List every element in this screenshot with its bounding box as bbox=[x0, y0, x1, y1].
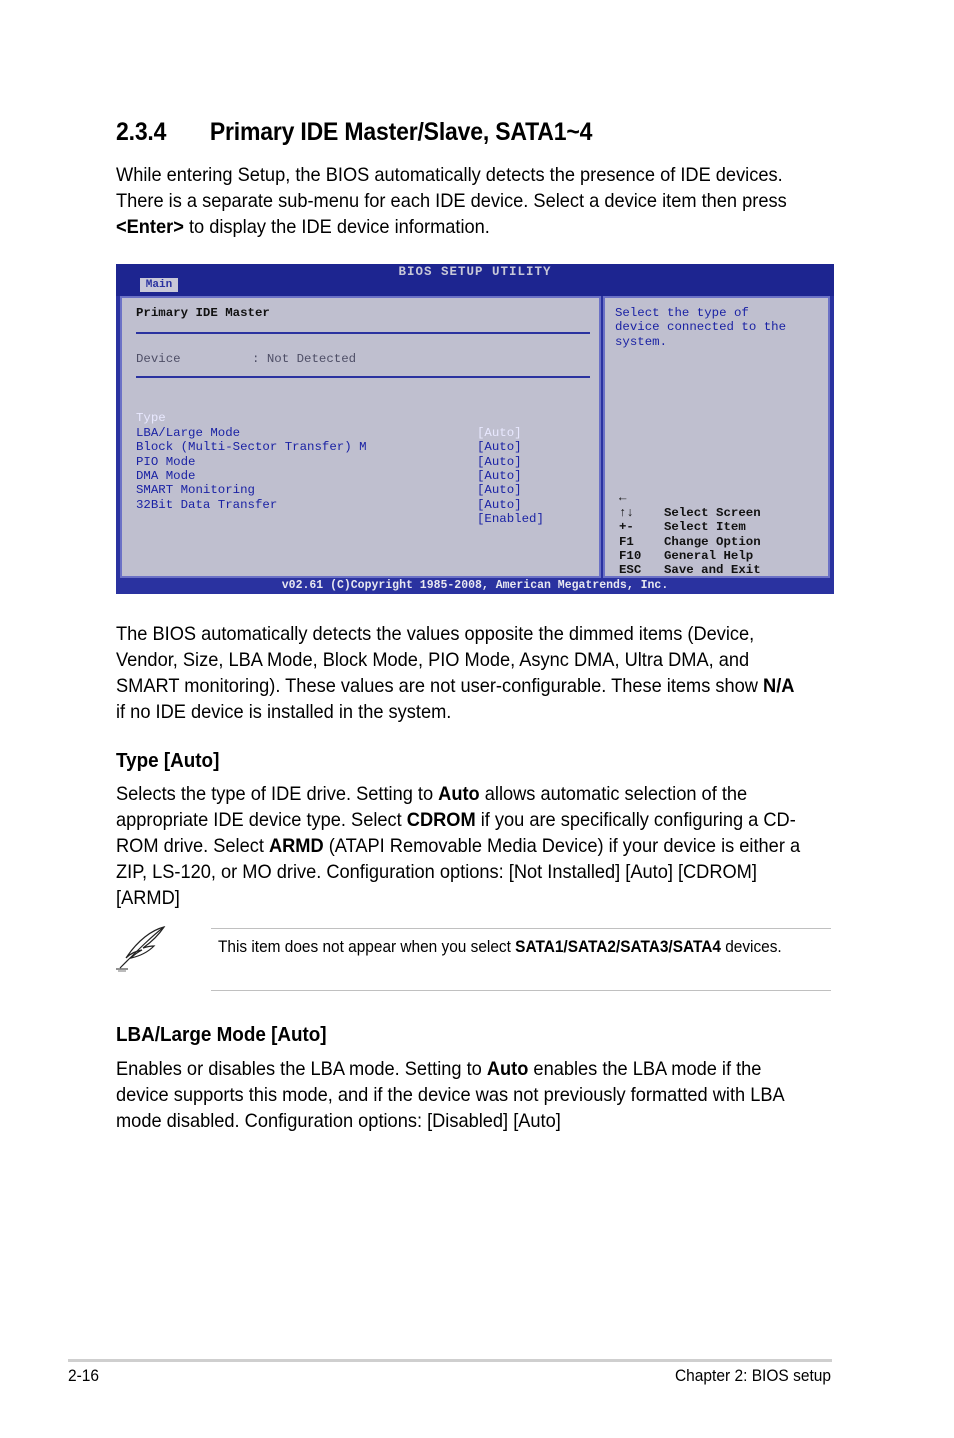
bios-item-label: DMA Mode bbox=[136, 469, 196, 483]
section-heading bbox=[116, 118, 592, 147]
bios-key-desc: Save and Exit bbox=[664, 563, 761, 578]
bios-key-desc: General Help bbox=[664, 549, 754, 563]
type-text-3: if you are specifically configuring a CD-ROM drive. Select bbox=[116, 809, 796, 857]
bios-item-value: [Auto] bbox=[477, 497, 522, 512]
bios-item-label: 32Bit Data Transfer bbox=[136, 497, 278, 512]
note-bottom-rule bbox=[211, 990, 831, 991]
bios-key: +- bbox=[619, 520, 634, 535]
bios-help-text: Select the type of device connected to the system. bbox=[615, 306, 787, 349]
bios-copyright: v02.61 (C)Copyright 1985-2008, American Megatrends, Inc. bbox=[116, 578, 834, 594]
note-text-2: devices. bbox=[720, 938, 782, 956]
bios-item-value: [Auto] bbox=[477, 454, 522, 469]
type-cdrom: CDROM bbox=[406, 809, 476, 831]
lba-paragraph bbox=[116, 1056, 802, 1134]
note-text bbox=[218, 936, 782, 959]
note-sata: SATA1/SATA2/SATA3/SATA4 bbox=[515, 938, 721, 956]
bios-key-desc: Select Screen bbox=[664, 505, 761, 520]
detect-na: N/A bbox=[763, 675, 795, 697]
bios-item-label: Block (Multi-Sector Transfer) M bbox=[136, 440, 367, 455]
feather-pen-icon bbox=[112, 924, 168, 974]
chapter-label: Chapter 2: BIOS setup bbox=[674, 1367, 831, 1385]
type-text-4: (ATAPI Removable Media Device) if your device is either a ZIP, LS-120, or MO drive. Configuration options: [Not Installed] [Auto] [CDROM] [ARMD] bbox=[116, 835, 801, 909]
bios-key: F10 bbox=[619, 549, 642, 563]
bios-separator-bottom bbox=[136, 376, 590, 378]
section-title: Primary IDE Master/Slave, SATA1~4 bbox=[209, 118, 593, 146]
arrow-up-down-icon: ↑↓ bbox=[619, 505, 634, 520]
bios-panel-title: Primary IDE Master bbox=[136, 306, 270, 320]
footer-rule bbox=[68, 1359, 832, 1362]
type-auto: Auto bbox=[438, 783, 480, 805]
note-top-rule bbox=[211, 928, 831, 929]
intro-enter-key: <Enter> bbox=[116, 216, 184, 238]
bios-tab-main[interactable]: Main bbox=[140, 278, 178, 292]
detect-paragraph bbox=[116, 621, 802, 725]
bios-item-value: [Auto] bbox=[477, 469, 522, 483]
bios-title: BIOS SETUP UTILITY bbox=[398, 265, 552, 279]
bios-key-desc: Change Option bbox=[664, 534, 761, 549]
bios-item-value: [Enabled] bbox=[477, 512, 544, 527]
lba-auto: Auto bbox=[486, 1058, 529, 1080]
bios-item-value: [Auto] bbox=[477, 425, 522, 440]
lba-text-2: enables the LBA mode if the device supports this mode, and if the device was not previously formatted with LBA mode disabled. Configuration options: [Disabled] [Auto] bbox=[116, 1058, 784, 1132]
note-text-1: This item does not appear when you select bbox=[218, 938, 516, 956]
type-text-1: Selects the type of IDE drive. Setting to bbox=[116, 783, 439, 805]
bios-device-value: : Not Detected bbox=[252, 352, 357, 366]
bios-settings-panel bbox=[120, 296, 601, 578]
page-number: 2-16 bbox=[68, 1367, 100, 1385]
intro-paragraph bbox=[116, 162, 802, 240]
lba-heading: LBA/Large Mode [Auto] bbox=[116, 1023, 327, 1046]
bios-key-select-screen bbox=[619, 477, 819, 520]
bios-item-label: Type bbox=[136, 411, 166, 426]
section-number: 2.3.4 bbox=[116, 118, 167, 146]
type-heading: Type [Auto] bbox=[116, 749, 220, 772]
intro-text-1: While entering Setup, the BIOS automatically detects the presence of IDE devices. There is a separate sub-menu for each IDE device. Select a device item then press bbox=[116, 164, 787, 212]
arrow-left-icon: ← bbox=[619, 491, 627, 506]
bios-key-desc: Select Item bbox=[664, 520, 746, 535]
detect-text-1: The BIOS automatically detects the values opposite the dimmed items (Device, Vendor, Size, LBA Mode, Block Mode, PIO Mode, Async DMA, Ultra DMA, and SMART monitoring). These values are not user-configurable. These items show bbox=[116, 623, 764, 697]
intro-text-2: to display the IDE device information. bbox=[183, 216, 490, 238]
type-paragraph bbox=[116, 781, 802, 911]
bios-key: F1 bbox=[619, 534, 634, 549]
bios-screenshot bbox=[116, 264, 834, 594]
bios-help-panel bbox=[603, 296, 830, 578]
bios-item-value: [Auto] bbox=[477, 483, 522, 498]
bios-item-label: SMART Monitoring bbox=[136, 483, 255, 498]
bios-item-value: [Auto] bbox=[477, 440, 522, 455]
type-armd: ARMD bbox=[268, 835, 324, 857]
bios-separator-top bbox=[136, 332, 590, 334]
detect-text-2: if no IDE device is installed in the system. bbox=[116, 701, 452, 723]
lba-text-1: Enables or disables the LBA mode. Setting to bbox=[116, 1058, 487, 1080]
bios-item-label: LBA/Large Mode bbox=[136, 425, 241, 440]
type-text-2: allows automatic selection of the appropriate IDE device type. Select bbox=[116, 783, 748, 831]
bios-key: ESC bbox=[619, 563, 642, 578]
bios-item-label: PIO Mode bbox=[136, 454, 196, 469]
bios-device-label: Device bbox=[136, 352, 181, 366]
